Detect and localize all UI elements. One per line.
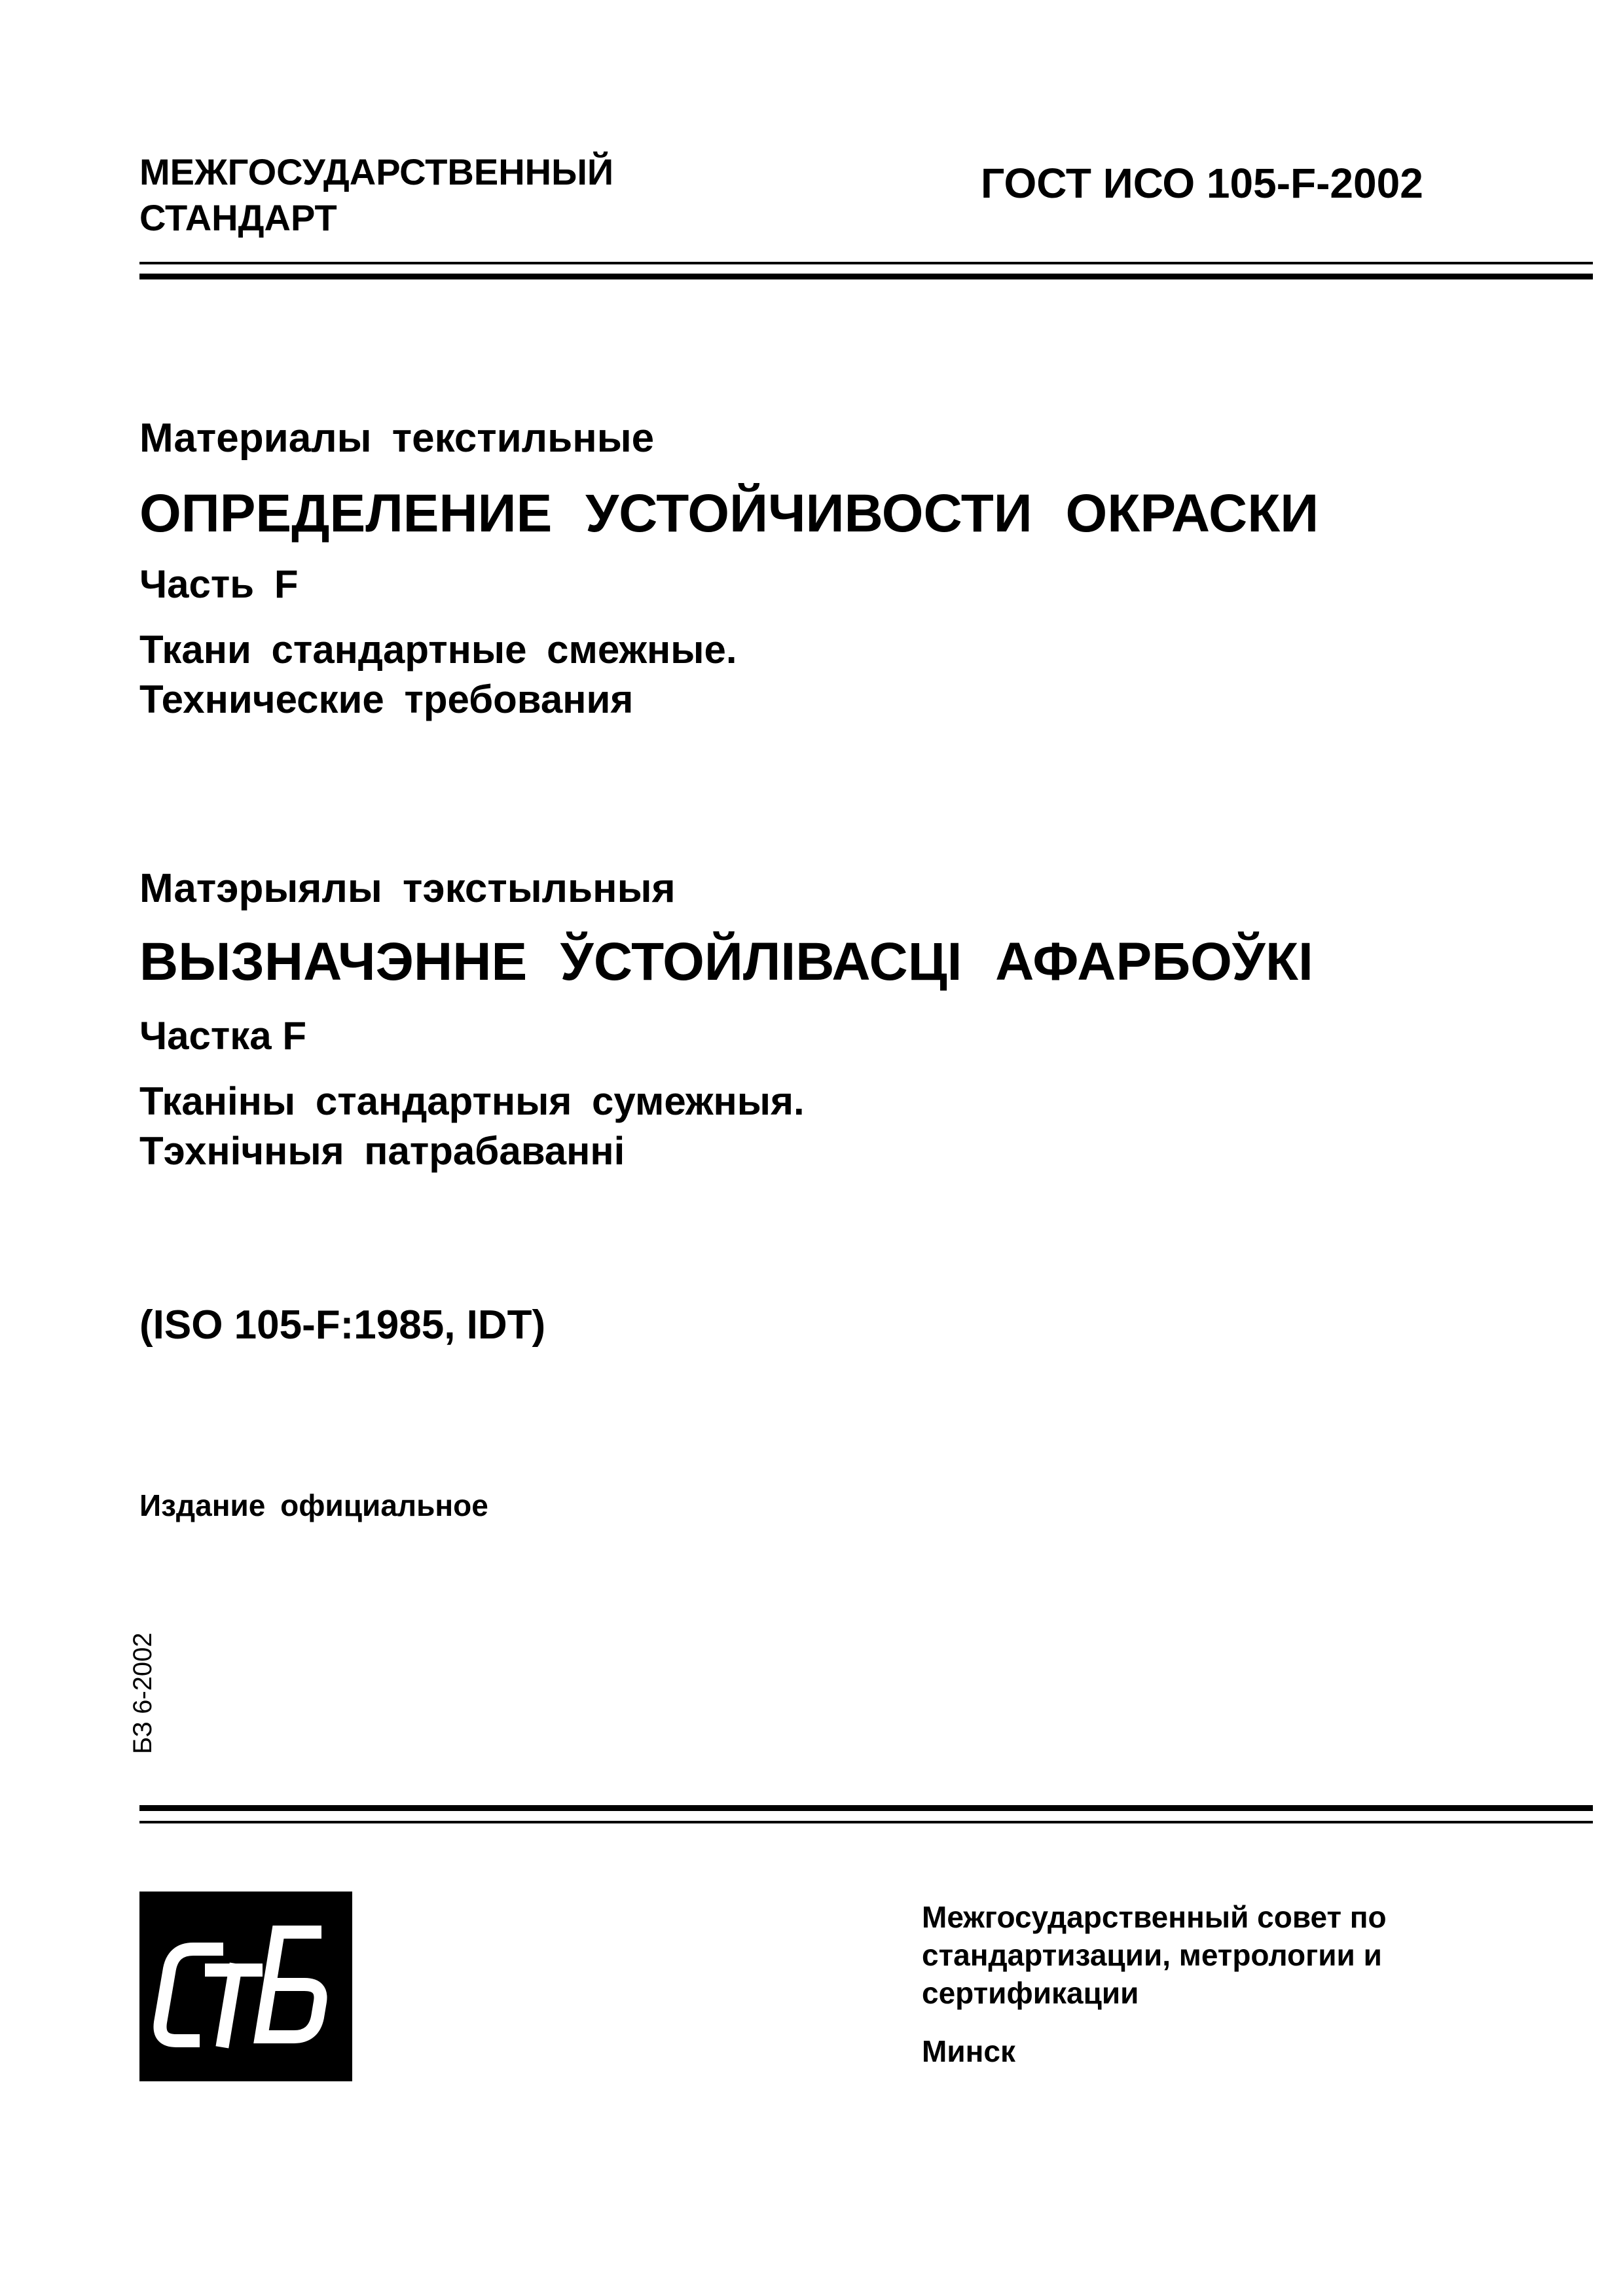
council-line1: Межгосударственный совет по (922, 1900, 1387, 1934)
by-main-title: ВЫЗНАЧЭННЕ ЎСТОЙЛІВАСЦІ АФАРБОЎКІ (139, 932, 1313, 992)
bottom-rule-thin (139, 1821, 1593, 1823)
by-subtitle (139, 1077, 805, 1176)
top-rule-thick (139, 274, 1593, 279)
stb-logo (139, 1892, 352, 2081)
ru-subtitle (139, 625, 737, 725)
bottom-rule-thick (139, 1805, 1593, 1811)
by-part-label: Частка F (139, 1014, 306, 1058)
by-material-kind: Матэрыялы тэкстыльныя (139, 866, 676, 911)
ru-subtitle-line1: Ткани стандартные смежные. (139, 628, 737, 672)
council-line3: сертификации (922, 1976, 1139, 2010)
publication-city: Минск (922, 2034, 1015, 2068)
ru-part-label: Часть F (139, 562, 299, 606)
ru-material-kind: Материалы текстильные (139, 416, 655, 461)
top-rule-thin (139, 262, 1593, 264)
iso-reference: (ISO 105-F:1985, IDT) (139, 1302, 546, 1348)
by-subtitle-line2: Тэхнічныя патрабаванні (139, 1129, 625, 1173)
ru-main-title: ОПРЕДЕЛЕНИЕ УСТОЙЧИВОСТИ ОКРАСКИ (139, 484, 1319, 543)
council-name (922, 1898, 1387, 2012)
by-subtitle-line1: Тканіны стандартныя сумежныя. (139, 1079, 805, 1123)
edition-label: Издание официальное (139, 1488, 488, 1522)
council-line2: стандартизации, метрологии и (922, 1938, 1382, 1972)
bz-code: БЗ 6-2002 (128, 1632, 157, 1754)
ru-subtitle-line2: Технические требования (139, 677, 634, 721)
standard-type-line1: МЕЖГОСУДАРСТВЕННЫЙ (139, 151, 614, 192)
standard-type-line2: СТАНДАРТ (139, 197, 337, 238)
standard-designation: ГОСТ ИСО 105-F-2002 (981, 160, 1423, 207)
standard-type (139, 149, 613, 241)
